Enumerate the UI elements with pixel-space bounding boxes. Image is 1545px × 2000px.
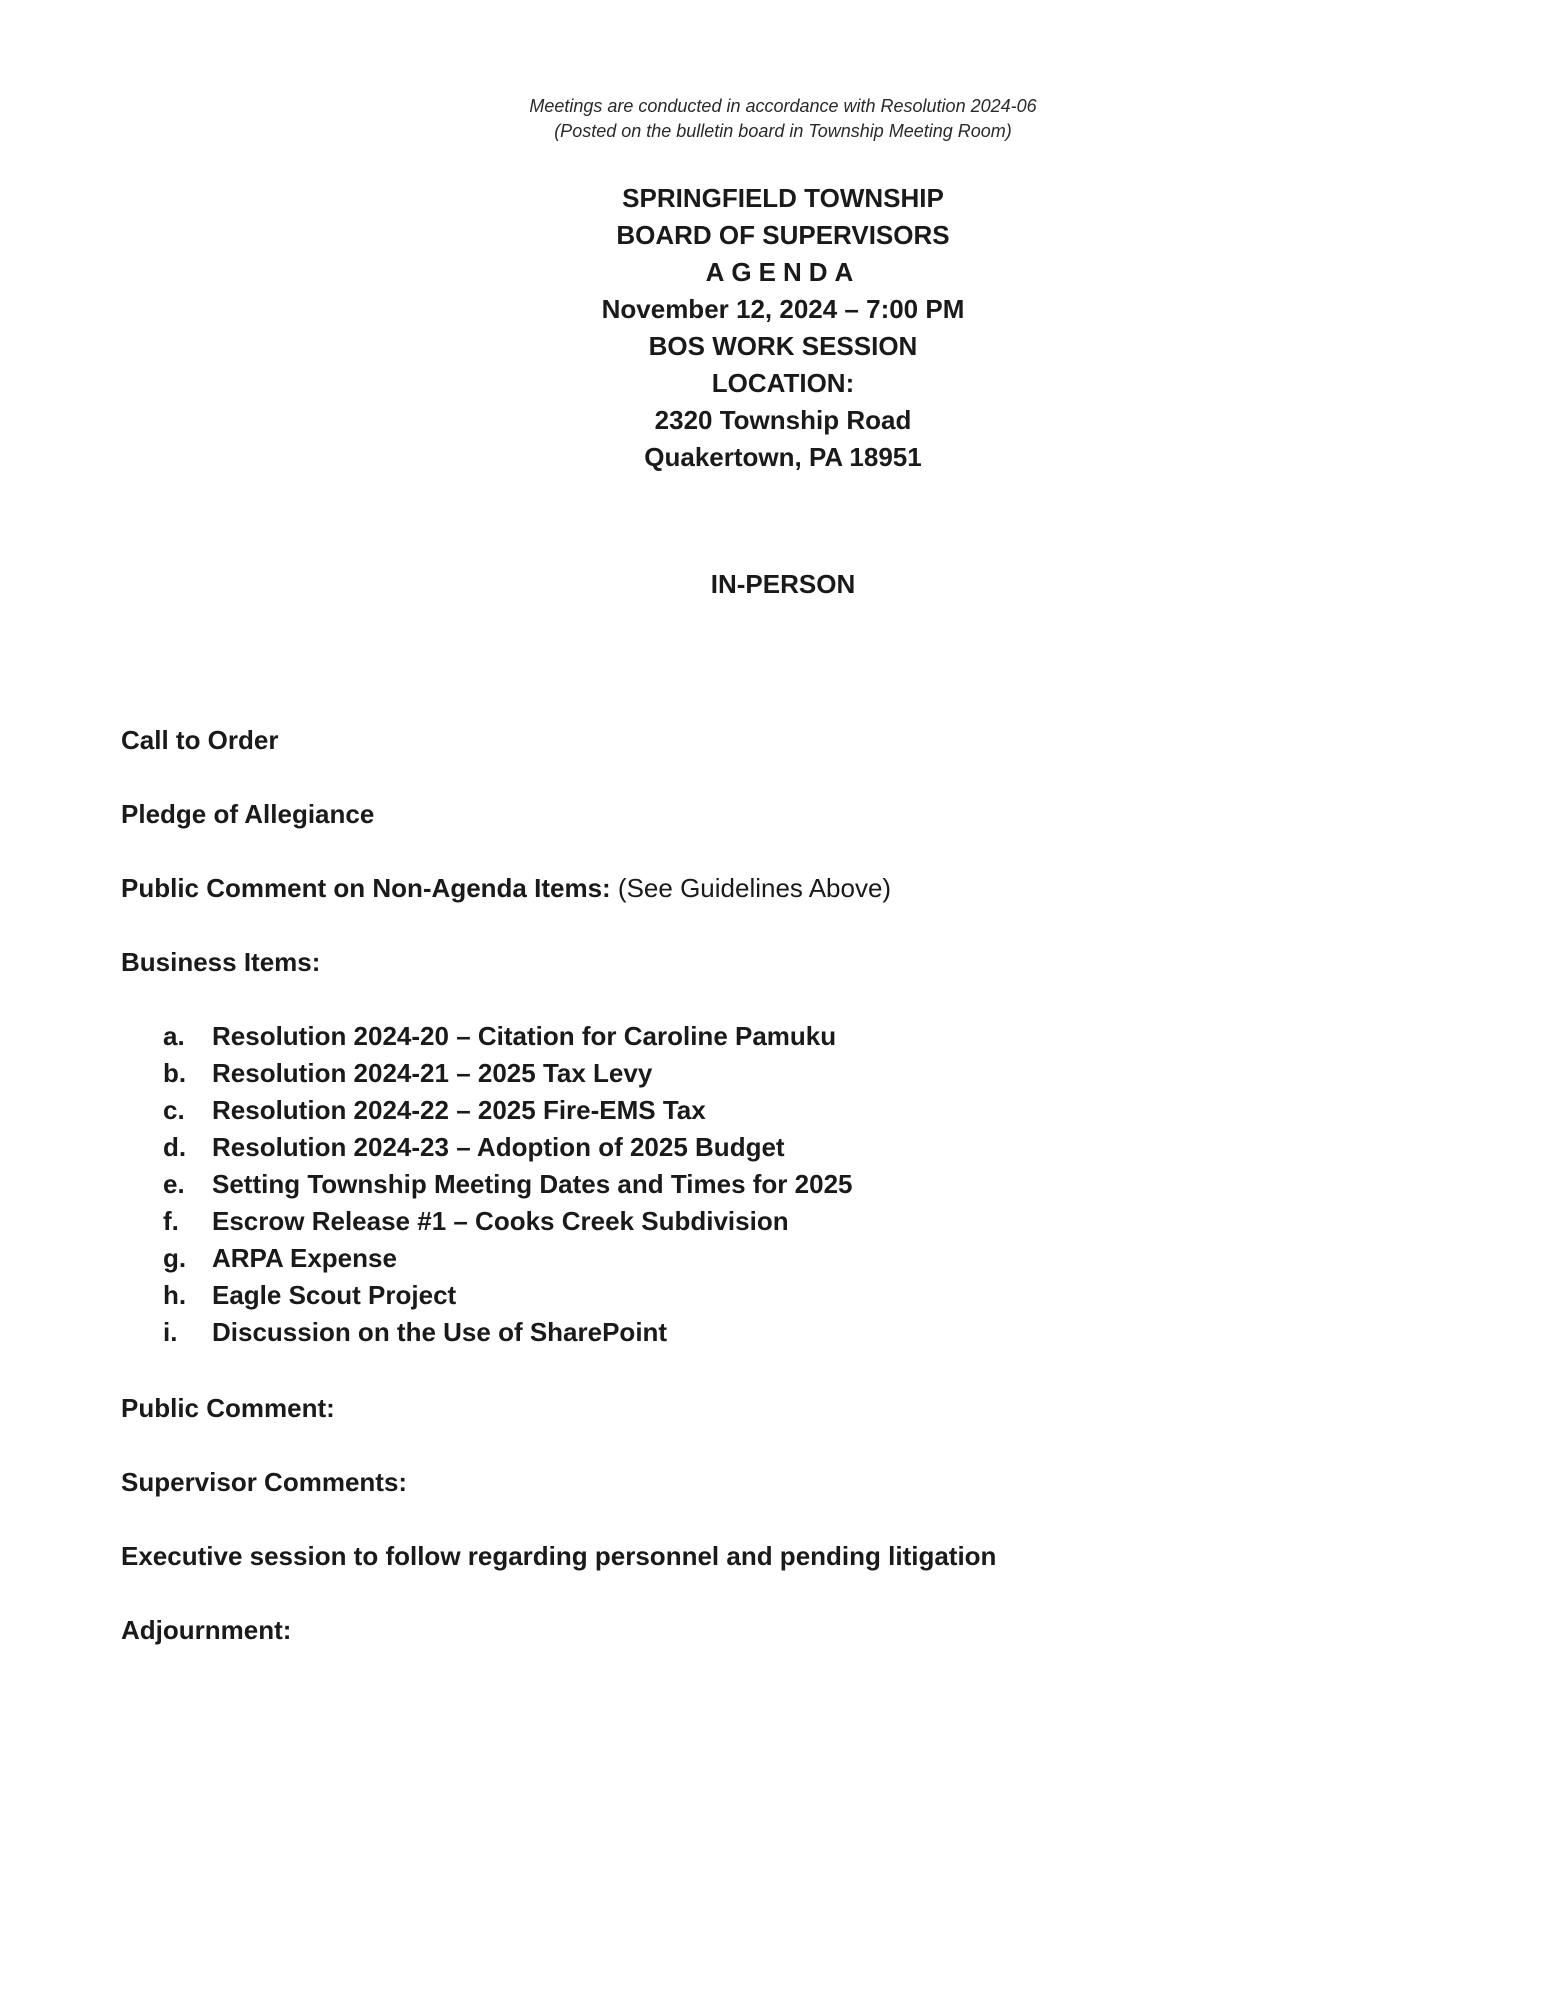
list-item-text: ARPA Expense [212, 1243, 397, 1273]
list-marker: f. [163, 1206, 179, 1236]
list-item [163, 1055, 853, 1092]
list-item [163, 1203, 853, 1240]
business-items-list [163, 1018, 853, 1351]
list-marker: a. [163, 1021, 185, 1051]
address-line-2: Quakertown, PA 18951 [644, 442, 922, 472]
meeting-date-time: November 12, 2024 – 7:00 PM [601, 294, 965, 324]
list-item [163, 1092, 853, 1129]
session-type: BOS WORK SESSION [648, 331, 918, 361]
list-marker: h. [163, 1280, 187, 1310]
list-marker: c. [163, 1095, 185, 1125]
address-line-1: 2320 Township Road [654, 405, 912, 435]
public-comment-non-agenda-label: Public Comment on Non-Agenda Items: [121, 873, 611, 903]
location-label: LOCATION: [711, 368, 855, 398]
list-item-text: Resolution 2024-22 – 2025 Fire-EMS Tax [212, 1095, 706, 1125]
list-item-text: Escrow Release #1 – Cooks Creek Subdivision [212, 1206, 789, 1236]
list-item [163, 1314, 853, 1351]
list-item [163, 1018, 853, 1055]
section-public-comment: Public Comment: [121, 1393, 335, 1423]
list-item-text: Resolution 2024-23 – Adoption of 2025 Budget [212, 1132, 785, 1162]
list-item-text: Setting Township Meeting Dates and Times for 2025 [212, 1169, 853, 1199]
meeting-notice [0, 94, 1545, 144]
section-adjournment: Adjournment: [121, 1615, 292, 1645]
notice-line-1: Meetings are conducted in accordance with Resolution 2024-06 [529, 96, 1037, 116]
board-name: BOARD OF SUPERVISORS [616, 220, 950, 250]
township-name: SPRINGFIELD TOWNSHIP [622, 183, 944, 213]
section-supervisor-comments: Supervisor Comments: [121, 1467, 408, 1497]
notice-line-2: (Posted on the bulletin board in Township Meeting Room) [554, 121, 1012, 141]
section-business-items: Business Items: [121, 947, 321, 977]
public-comment-guidelines-note: (See Guidelines Above) [617, 873, 892, 903]
meeting-mode: IN-PERSON [710, 569, 856, 599]
list-item-text: Resolution 2024-21 – 2025 Tax Levy [212, 1058, 653, 1088]
list-item-text: Eagle Scout Project [212, 1280, 457, 1310]
list-item [163, 1129, 853, 1166]
list-marker: d. [163, 1132, 187, 1162]
list-item [163, 1277, 853, 1314]
list-item [163, 1240, 853, 1277]
list-item-text: Resolution 2024-20 – Citation for Caroline Pamuku [212, 1021, 837, 1051]
list-marker: i. [163, 1317, 178, 1347]
list-item [163, 1166, 853, 1203]
agenda-header [0, 180, 1545, 476]
section-public-comment-non-agenda [121, 870, 891, 907]
section-pledge: Pledge of Allegiance [121, 799, 375, 829]
section-call-to-order: Call to Order [121, 725, 279, 755]
document-title: AGENDA [705, 257, 861, 287]
list-marker: e. [163, 1169, 185, 1199]
section-executive-session: Executive session to follow regarding personnel and pending litigation [121, 1541, 997, 1571]
list-marker: b. [163, 1058, 187, 1088]
list-marker: g. [163, 1243, 187, 1273]
list-item-text: Discussion on the Use of SharePoint [212, 1317, 668, 1347]
